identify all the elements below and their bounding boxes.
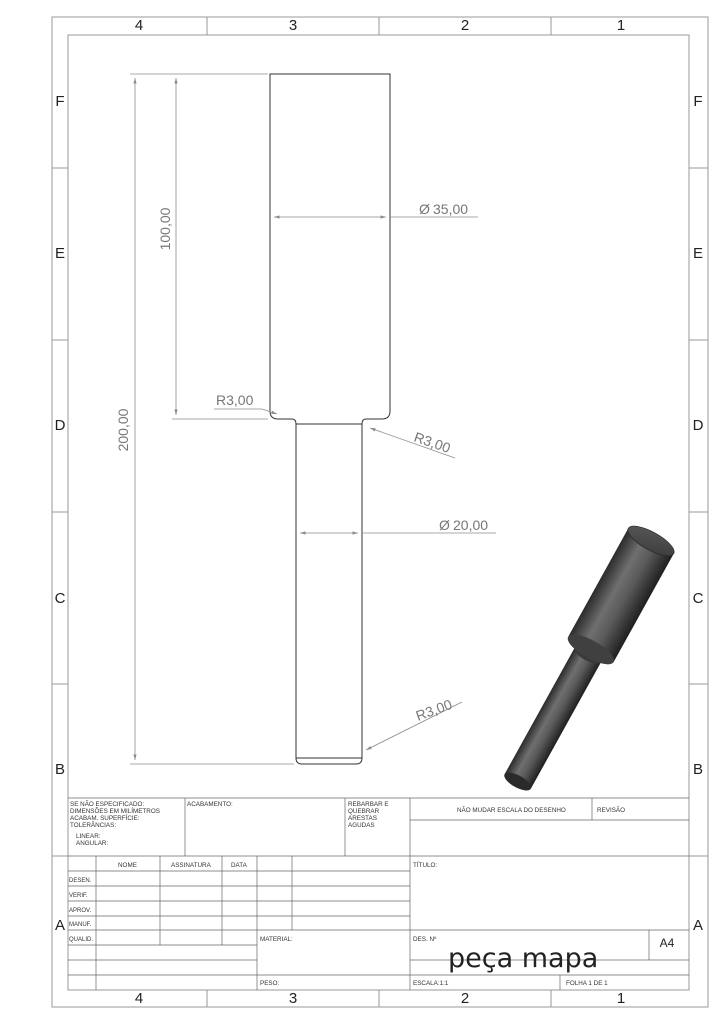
zone-col-2-top: 2: [460, 17, 470, 34]
drawing-number-label: DES. Nº: [413, 936, 437, 943]
zone-ticks: [52, 17, 708, 1007]
zone-row-d-left: D: [54, 417, 66, 434]
zone-col-1-bottom: 1: [616, 990, 626, 1007]
sheet-number: FOLHA 1 DE 1: [566, 980, 608, 987]
zone-row-e-left: E: [54, 245, 66, 262]
row-quality: QUALID.: [69, 937, 94, 943]
note-line-2: DIMENSÕES EM MILÍMETROS: [70, 808, 160, 815]
zone-row-c-right: C: [692, 590, 704, 607]
part-outline: [270, 74, 390, 764]
zone-row-f-right: F: [693, 93, 703, 110]
note-line-3: ACABAM. SUPERFÍCIE:: [70, 815, 140, 822]
edges-note-3: ARESTAS: [348, 815, 377, 822]
scale-warning: NÃO MUDAR ESCALA DO DESENHO: [457, 807, 566, 814]
row-drawn: DESEN.: [69, 878, 92, 884]
dimension-radius-end: [366, 696, 462, 750]
zone-row-b-left: B: [54, 761, 66, 778]
material-label: MATERIAL:: [260, 936, 293, 943]
dimension-100-label: 100,00: [157, 207, 173, 251]
zone-row-e-right: E: [692, 245, 704, 262]
radius-left-label: R3,00: [216, 392, 254, 408]
zone-row-f-left: F: [55, 93, 65, 110]
zone-col-1-top: 1: [616, 17, 626, 34]
note-line-6: ANGULAR:: [76, 840, 109, 847]
zone-row-b-right: B: [692, 761, 704, 778]
zone-row-a-right: A: [692, 917, 704, 934]
zone-col-4-top: 4: [134, 17, 144, 34]
radius-end-label: R3,00: [413, 696, 455, 724]
note-line-5: LINEAR:: [76, 833, 101, 840]
zone-row-d-right: D: [692, 417, 704, 434]
isometric-3d-view: [492, 521, 678, 800]
inner-frame: [68, 35, 689, 990]
col-date: DATA: [231, 862, 247, 869]
revision-label: REVISÃO: [597, 807, 625, 814]
dimension-diameter-20: [300, 517, 496, 533]
part-name: peça mapa: [448, 943, 599, 974]
col-name: NOME: [118, 862, 137, 869]
zone-row-c-left: C: [54, 590, 66, 607]
title-block: [68, 798, 689, 990]
weight-label: PESO:: [260, 980, 280, 987]
zone-col-4-bottom: 4: [134, 990, 144, 1007]
edges-note-1: REBARBAR E: [348, 801, 389, 808]
col-signature: ASSINATURA: [171, 862, 211, 869]
diameter-20-symbol: Ø: [439, 517, 450, 533]
edges-note-2: QUEBRAR: [348, 808, 380, 815]
outer-frame: [52, 17, 708, 1007]
edges-note-4: AGUDAS: [348, 822, 375, 829]
row-approved: APROV.: [69, 908, 92, 914]
zone-labels: [55, 17, 704, 1007]
zone-col-2-bottom: 2: [460, 990, 470, 1007]
dimension-200-label: 200,00: [115, 408, 131, 452]
iso-small-shaft: [505, 647, 602, 788]
zone-col-3-top: 3: [288, 17, 298, 34]
dimension-diameter-35: [274, 201, 478, 217]
zone-col-3-bottom: 3: [288, 990, 298, 1007]
note-line-1: SE NÃO ESPECIFICADO:: [70, 801, 145, 808]
radius-right-label: R3,00: [412, 428, 453, 456]
diameter-35-label: 35,00: [433, 201, 469, 217]
finish-label: ACABAMENTO:: [187, 801, 233, 808]
zone-row-a-left: A: [54, 917, 66, 934]
row-manufacturing: MANUF.: [69, 922, 92, 928]
note-line-4: TOLERÂNCIAS:: [70, 822, 117, 829]
dimension-upper-length: [157, 78, 268, 419]
dimension-radius-shoulder-left: [214, 392, 277, 414]
part-front-view: [270, 74, 390, 764]
diameter-35-symbol: Ø: [419, 201, 430, 217]
sheet-size: A4: [659, 936, 675, 950]
diameter-20-label: 20,00: [453, 517, 489, 533]
dimension-radius-shoulder-right: [370, 428, 455, 458]
scale-label: ESCALA:1:1: [413, 980, 449, 987]
title-label: TÍTULO:: [413, 862, 438, 869]
row-checked: VERIF.: [69, 893, 88, 899]
